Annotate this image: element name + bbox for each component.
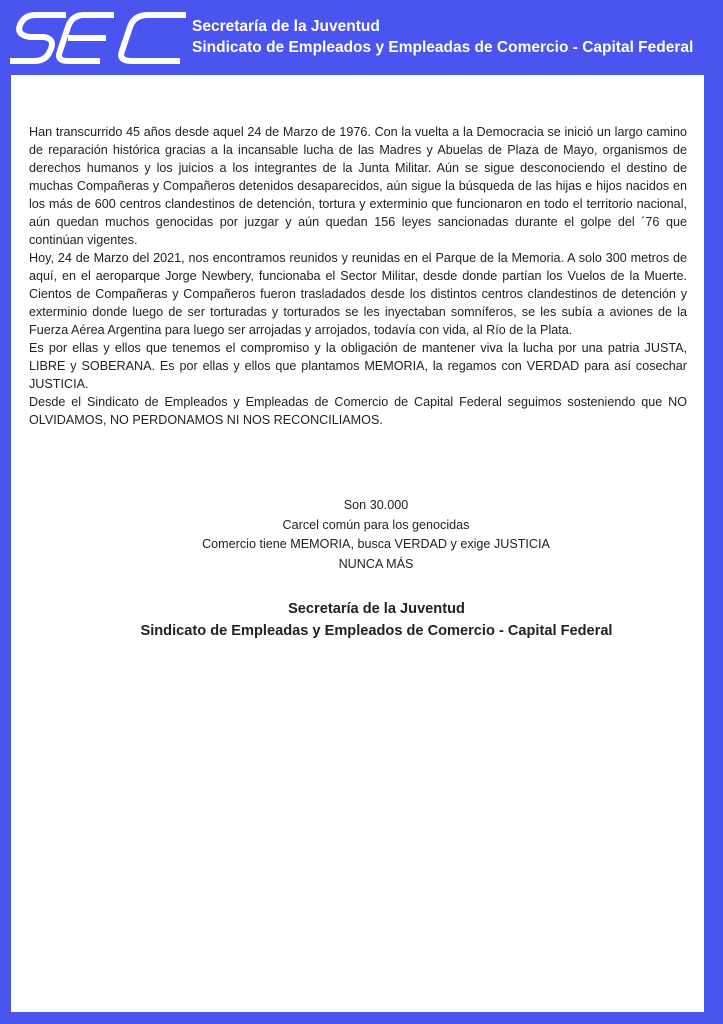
paragraph-commitment: Es por ellas y ellos que tenemos el compromiso y la obligación de mantener viva la lucha por una patria JUSTA, LIBRE y SOBERANA. Es por ellas y ellos que plantamos MEMORIA, la regamos con VERDAD para así cosechar JUSTICIA. [29,341,687,391]
paragraph-today: Hoy, 24 de Marzo del 2021, nos encontramos reunidos y reunidas en el Parque de la Memoria. A solo 300 metros de aquí, en el aeroparque Jorge Newbery, funcionaba el Sector Militar, desde donde partían los Vuelos de la Muerte. Cientos de Compañeras y Compañeros fueron trasladados desde los distintos centros clandestinos de detención y exterminio donde luego de ser torturadas y torturados se les inyectaban somníferos, se les subía a aviones de la Fuerza Aérea Argentina para luego ser arrojadas y arrojados, todavía con vida, al Río de la Plata. [29,251,687,337]
header-banner [0,0,723,75]
header-line-secretaria: Secretaría de la Juventud [192,18,380,35]
slogan-nunca-mas: NUNCA MÁS [338,557,414,572]
paragraph-union: Desde el Sindicato de Empleados y Empleadas de Comercio de Capital Federal seguimos sosteniendo que NO OLVIDAMOS, NO PERDONAMOS NI NOS RECONCILIAMOS. [29,395,687,427]
slogan-30000: Son 30.000 [343,498,409,512]
slogan-carcel: Carcel común para los genocidas [282,517,470,532]
slogans [11,496,723,575]
header-title [192,16,693,58]
signature [11,598,723,642]
signature-secretaria: Secretaría de la Juventud [288,601,465,617]
document-page [11,75,704,1012]
slogan-memoria: Comercio tiene MEMORIA, busca VERDAD y exige JUSTICIA [202,537,550,552]
signature-sindicato: Sindicato de Empleadas y Empleados de Comercio - Capital Federal [140,623,613,639]
statement-body [29,123,687,429]
header-line-sindicato: Sindicato de Empleados y Empleadas de Comercio - Capital Federal [192,39,694,56]
sec-logo [8,9,188,67]
paragraph-history: Han transcurrido 45 años desde aquel 24 de Marzo de 1976. Con la vuelta a la Democracia se inició un largo camino de reparación histórica gracias a la incansable lucha de las Madres y Abuelas de Plaza de Mayo, organismos de derechos humanos y los juicios a los integrantes de la Junta Militar. Aún se sigue desconociendo el destino de muchas Compañeras y Compañeros detenidos desaparecidos, aún sigue la búsqueda de las hijas e hijos nacidos en los más de 600 centros clandestinos de detención, tortura y exterminio que funcionaron en todo el territorio nacional, aún quedan muchos genocidas por juzgar y aún quedan 156 leyes sancionadas durante el golpe del ´76 que continúan vigentes. [29,125,687,247]
